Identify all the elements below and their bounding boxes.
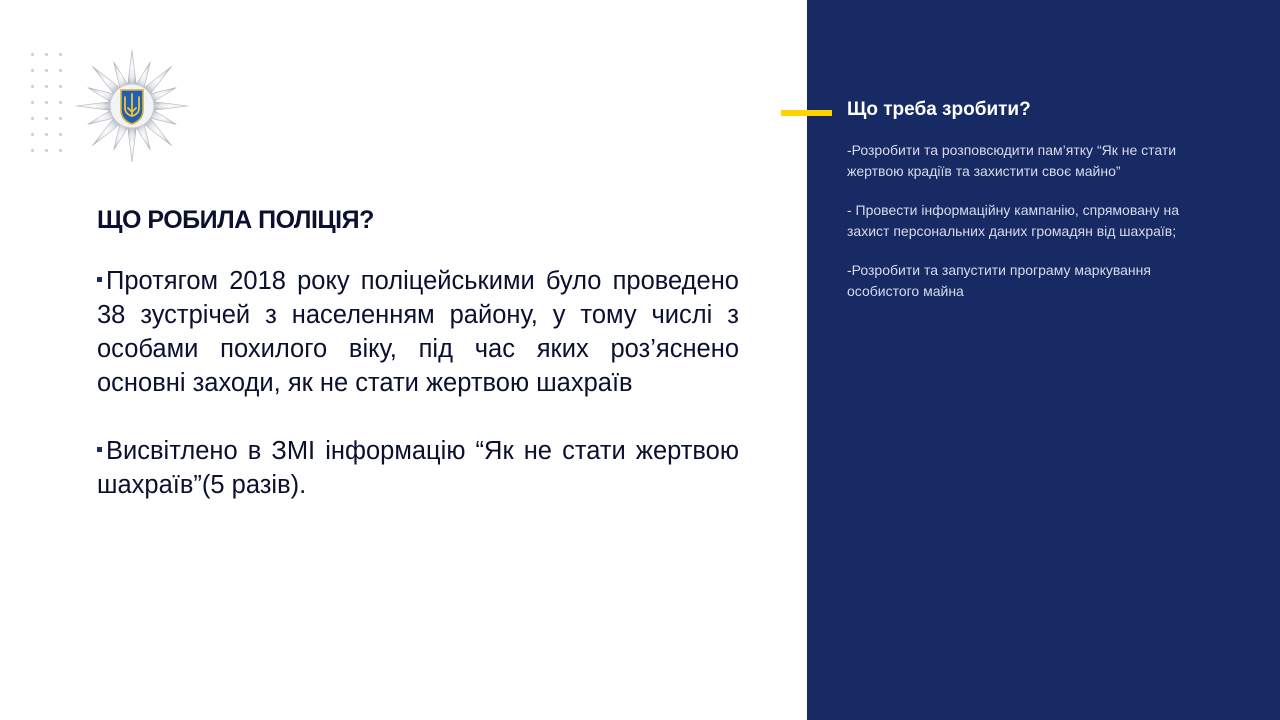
section-title: ЩО РОБИЛА ПОЛІЦІЯ? xyxy=(97,206,374,234)
police-star-badge-icon xyxy=(74,48,190,164)
paragraph-text: Протягом 2018 року поліцейськими було проведено 38 зустрічей з населенням району, у тому числі з особами похилого віку, під час яких роз’яснено основні заходи, як не стати жертвою шахраїв xyxy=(97,267,739,397)
badge-star-ray xyxy=(76,102,110,111)
bullet-paragraph xyxy=(97,264,739,400)
bullet-square-icon xyxy=(97,277,102,282)
badge-star-ray xyxy=(136,62,150,88)
list-item: -Розробити та запустити програму маркування особистого майна xyxy=(847,262,1151,299)
badge-star-ray xyxy=(150,88,176,102)
badge-star-ray xyxy=(88,88,114,102)
badge-star-ray xyxy=(114,124,128,150)
badge-star-ray xyxy=(88,110,114,124)
main-content xyxy=(97,200,739,502)
bullet-square-icon xyxy=(97,447,102,452)
badge-star-ray xyxy=(150,110,176,124)
accent-line xyxy=(781,110,832,116)
badge-star-ray xyxy=(128,128,137,162)
todo-list xyxy=(847,140,1207,320)
paragraph-text: Висвітлено в ЗМІ інформацію “Як не стати жертвою шахраїв”(5 разів). xyxy=(97,437,739,499)
badge-star-ray xyxy=(114,62,128,88)
bullet-paragraph xyxy=(97,434,739,502)
list-item: -Розробити та розповсюдити пам’ятку “Як не стати жертвою крадіїв та захистити своє майно” xyxy=(847,142,1177,179)
list-item: - Провести інформаційну кампанію, спрямовану на захист персональних даних громадян від шахраїв; xyxy=(847,202,1180,239)
dot-grid-decoration xyxy=(31,53,63,153)
panel-title: Що треба зробити? xyxy=(847,99,1031,120)
badge-star-ray xyxy=(136,124,150,150)
badge-star-ray xyxy=(154,102,188,111)
badge-star-ray xyxy=(128,50,137,84)
